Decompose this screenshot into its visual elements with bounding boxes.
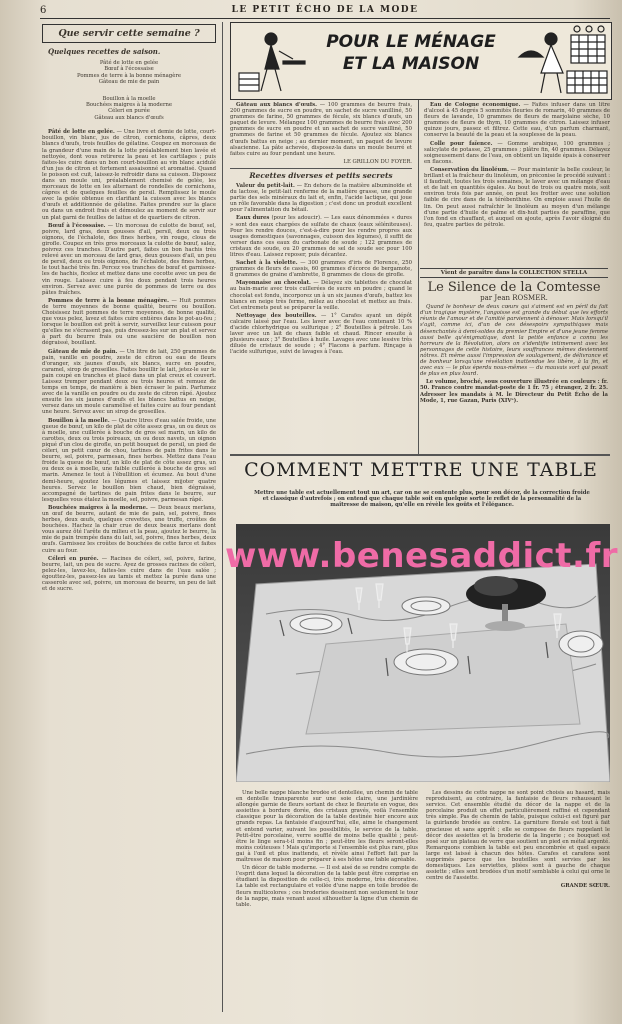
recipe bbox=[42, 298, 216, 347]
book-author: par Jean ROSMER. bbox=[480, 294, 548, 303]
tip-title: Conservation du linoléum. bbox=[430, 166, 509, 173]
menu-item: Bouillon à la moelle bbox=[102, 95, 156, 102]
menu-item: Gâteau de mie de pain bbox=[98, 79, 160, 86]
tip bbox=[424, 167, 610, 228]
recipe-text: — Deux beaux merlans, un œuf de beurre, autant de mie de pain, sel, poivre, fines herbes, deux œufs, quelques crevettes, une truffe, croûtes de bouchées. Hachez la chair crue de deux beaux merlans dont vous aurez ôté l'arête du milieu et la peau, ajoutez le beurre, la mie de pain trempée dans du lait, sel, poivre, fines herbes, deux œufs. Garnissez les croûtes de bouchées de cette farce et faites cuire au four. bbox=[42, 504, 216, 554]
tip-text: (pour les adoucir). — Les eaux dénommées « dures » sont des eaux chargées de sulfate de chaux (eaux séléniteuses). Pour les rendre douces, c'est-à-dire pour les rendre propres aux usages domestiques (savonnages, cuisson des légumes), il suffit de verser dans ces eaux du carbonate de soude ; 122 grammes de cristaux de soude, ou 20 grammes de sel de soude sec pour 100 litres d'eau. Laissez reposer, puis décantez. bbox=[230, 215, 412, 258]
article-paragraph: Une belle nappe blanche brodée et dentellée, un chemin de table en dentelle transparente sur une soie claire, une jardinière allongée garnie de fleurs sortant de chez le fleuriste en vogue, des assiettes à bordure dorée, des cristaux gravés, voilà l'ensemble classique pour la décoration de la table destinée hier encore aux grands repas. La fantaisie d'aujourd'hui, elle, aime le changement et entend varier, suivant les possibilités, le service de la table. Petit-être porcelaine, verre soufflé de moins belle qualité ; peut-être le linge sera-t-il moins fin ; peut-être les fleurs seront-elles moins coûteuses ! Mais qu'importe si l'ensemble est plus rare, plus gai à l'œil et plus inattendu, et révèle ainsi l'effort fait par la maîtresse de maison pour préparer à ses hôtes une table agréable. bbox=[236, 790, 418, 864]
recipe-text: — Un litre de lait, 250 grammes de pain, vanille en poudre, zeste de citron ou eau de fleurs d'oranger, six jaunes d'œufs, six blancs, sucre en poudre, caramel, sirop de groseilles. Faites bouillir le lait, jetez-le sur le pain coupé en tranches et placé dans un plat creux et couvert. Laissez tremper pendant deux ou trois heures et remuez de temps en temps, de manière à bien écraser le pain. Parfumez avec de la vanille en poudre ou du zeste de citron râpé. Ajoutez ensuite les six jaunes d'œufs et les blancs battus en neige, versez dans un moule caramélisé et faites cuire au four pendant une heure. Servez avec un sirop de groseilles. bbox=[42, 348, 216, 416]
recipe-text: — Huit pommes de terre moyennes de bonne qualité, beurre ou bouillon. Choisissez huit pommes de terre moyennes, de bonne qualité, que vous pelez, lavez et faites cuire entières dans le pot-au-feu ; lorsque le bouillon est prêt à servir, surveillez leur cuisson pour qu'elles ne s'écrasent pas, puis dressez-les sur un plat et servez à part du beurre frais ou une saucière de bouillon non dégraissé, bouillant. bbox=[42, 297, 216, 347]
tip-text: — 300 grammes d'iris de Florence, 250 grammes de fleurs de cassis, 60 grammes d'écorce de bergamote, 8 grammes de graine d'ambrette, 8 grammes de clous de girofle. bbox=[230, 260, 412, 279]
tip-title: Mayonnaise au chocolat. bbox=[236, 280, 311, 287]
tip-title: Sachet à la violette. bbox=[236, 260, 298, 267]
collection-banner: Vient de paraître dans la COLLECTION STELLA bbox=[420, 268, 608, 278]
tip-text: — 1° Carafes ayant un dépôt calcaire laissé par l'eau. Les laver avec de l'eau contenant 10 % d'acide chlorhydrique ou sulfurique ; 2° Bouteilles à pétrole. Les laver avec un lait de chaux faible et chaud. Rincer ensuite à plusieurs eaux ; 3° Bouteilles à huile. Lavages avec une lessive très diluée de cristaux de soude ; 4° Flacons à parfum. Rinçage à l'acide sulfurique, suivi de lavages à l'eau. bbox=[230, 312, 412, 356]
menu-item: Pâté de lotte en gelée bbox=[99, 60, 159, 66]
section-banner bbox=[230, 22, 612, 100]
recipe-title: Pâté de lotte en gelée. bbox=[48, 129, 115, 136]
article-intro: Mettre une table est actuellement tout un art, car on ne se contente plus, pour son décor, de la correction froide et classique d'autrefois ; on entend que chaque table soit en quelque sorte le reflet de la personnalité de la maîtresse de maison, qu'elle en révèle les goûts et l'élégance. bbox=[254, 490, 590, 508]
author-signature: LE GRILLON DU FOYER. bbox=[343, 158, 412, 165]
recipe-text: — Une livre et demie de lotte, court-bouillon, vin blanc, jus de citron, cornichons, câpres, deux blancs d'œufs, trois feuilles de gélatine. Coupez en morceaux de la grandeur d'une main de la lotte préalablement bien lavée et nettoyée, dont vous retirerez la peau et les cartilages ; puis faites-les cuire dans un bon court-bouillon au vin blanc acidulé d'un jus de citron et fortement assaisonné et aromatisé. Quand le poisson est cuit, laissez-le refroidir dans sa cuisson. Disposez dans un moule uni, préalablement chemisé de gelée, les morceaux de lotte en les alternant de rondelles de cornichons, câpres et de quelques feuilles de persil. Remplissez le moule avec la gelée obtenue en clarifiant la cuisson avec les blancs d'œufs et additionnée de gélatine. Faites prendre sur la glace ou dans un endroit frais et démoulez au moment de servir sur un plat garni de feuilles de laitue et de quartiers de citron. bbox=[42, 129, 216, 221]
book-description: Quand le bonheur de deux cœurs qui s'aiment est en péril du fait d'un tragique mystère, l'angoisse est grande du début que les efforts réunis de l'amour et de l'amitié parviennent à dénouer. Mais lorsqu'il s'agit, comme ici, d'un de ces désespoirs sympathiques mais désenchantés à demi-soldes du premier Empire et d'une jeune femme aussi belle qu'énigmatique, dont la petite enfance a connu les horreurs de la Révolution, alors on s'identifie intimement avec les personnages de cette histoire, leurs souffrances mêmes deviennent nôtres. Et même aussi l'impression de soulagement, de délivrance et de bonheur lorsqu'une révélation inattendue les libère, à la fin, et avec eux — le plus éperdu nous-mêmes — du mauvais sort qui pesait de plus en plus lourd. bbox=[420, 304, 608, 378]
tip bbox=[230, 313, 412, 356]
watermark-text: www.benesaddict.fr bbox=[224, 536, 619, 576]
woman-ironing-illustration bbox=[239, 33, 305, 91]
article-column-2 bbox=[426, 790, 610, 1014]
banner-title-line: ET LA MAISON bbox=[342, 54, 480, 74]
recipe-title: Bouchées maigres à la moderne. bbox=[48, 504, 148, 511]
left-column bbox=[42, 24, 216, 1014]
column-rule bbox=[418, 100, 419, 455]
article-paragraph: Un décor de table moderne. — Il est aisé de se rendre compte de l'esprit dans lequel la décoration de la table peut être comprise en étudiant la disposition de celle-ci, très moderne, très décorative. La table est rectangulaire et voilée d'une nappe en toile brodée de fleurs multicolores ; ces broderies dessinent non seulement le tour de la nappe, mais venant aussi silhouetter la ligne d'un chemin de table. bbox=[236, 865, 418, 908]
author-signature: GRANDE SŒUR. bbox=[560, 883, 610, 890]
menu-day-2 bbox=[42, 96, 216, 122]
recipe-text: — Un morceau de culotte de bœuf, sel, poivre, lard gras, deux gousses d'ail, persil, deux ou trois oignons, de l'échalote, des fines herbes, vin rouge, clous de girofle. Coupez en très gros morceaux la culotte de bœuf, salez, poivrez ces tranches. D'autre part, faites un bon hachis très relevé avec un morceau de lard gras, deux gousses d'ail, un peu de persil, deux ou trois oignons, de l'échalote, des fines herbes, le tout haché très fin. Percez vos tranches de bœuf et garnissez-les de hachis, ficelez et mettez dans une cocotte avec un peu de vin rouge. Laissez cuire à feu doux pendant trois heures environ. Servez avec une purée de pommes de terre ou des pâtes fraîches. bbox=[42, 222, 216, 296]
menu-item: Céleri en purée bbox=[108, 108, 150, 115]
page-number: 6 bbox=[40, 5, 47, 16]
tip bbox=[230, 215, 412, 258]
menu-subtitle: Quelques recettes de saison. bbox=[48, 47, 161, 56]
tip-text: — Gomme arabique, 100 grammes ; salicylate de potasse, 25 grammes ; plâtre fin, 40 grammes. Délayez soigneusement dans de l'eau, on obtient un liquide épais à conserver en flacons. bbox=[424, 140, 610, 165]
article-paragraph: Les dessins de cette nappe ne sont point choisis au hasard, mais reproduisent, au contraire, la fantaisie de fleurs rehaussant le service. Cet ensemble étudié du décor de la nappe et de la porcelaine produit un effet particulièrement raffiné et cependant très simple. Pas de chemin de table, puisque celui-ci est figuré par la guirlande brodée au centre. La garniture florale est tout à fait gracieuse et sans apprêt ; elle se compose de fleurs rappelant le décor des assiettes et la broderie de la lingerie ; ce bouquet est posé sur un plateau de verre que soutient un pied en métal argenté. Remarquons combien la table est peu encombrée et quel espace large est laissé à chacun des hôtes. Carafes et carafons sont supprimés parce que les bouteilles sont servies par les domestiques. Les serviettes, pliées sont à gauche de chaque assiette ; elles sont brodées d'un motif semblable à celui qui orne le centre de l'assiette. bbox=[426, 790, 610, 882]
recipe bbox=[42, 556, 216, 593]
recipe bbox=[42, 418, 216, 503]
recipe bbox=[230, 102, 412, 157]
menu-day-1 bbox=[42, 60, 216, 86]
tip-text: — Délayez six tablettes de chocolat au bain-marie avec trois cuillerées de sucre en poudre ; quand le chocolat est fondu, incorporez un à un six jaunes d'œufs, battez les blancs en neige très ferme, mêlez au chocolat et mettez au frais. Cet entremets peut se préparer la veille. bbox=[230, 280, 412, 311]
tip bbox=[424, 102, 610, 139]
book-advertisement bbox=[420, 268, 608, 453]
recipe-title: Pommes de terre à la bonne ménagère. bbox=[48, 297, 169, 304]
right-column bbox=[424, 102, 610, 262]
publication-title: LE PETIT ÉCHO DE LA MODE bbox=[231, 5, 419, 15]
tip-title: Eaux dures bbox=[236, 215, 270, 222]
recipe-title: Gâteau de mie de pain. bbox=[48, 348, 118, 355]
banner-title bbox=[311, 31, 511, 75]
tip-text: — Pour maintenir la belle couleur, le brillant et la fraîcheur du linoléum, on préconise le procédé suivant : il faudrait, toutes les trois semaines, le laver avec un mélange d'eau et de lait en quantités égales. Au bout de trois ou quatre mois, soit environ trois fois par année, on peut les frotter avec une solution faible de cire dans de la térébenthine. On emploie aussi l'huile de lin. On peut aussi rafraîchir le linoléum au moyen d'un mélange d'une partie d'huile de palme et dix-huit parties de paraffine, que l'on fond en chauffant, et auquel on ajoute, après l'avoir éloigné du feu, quatre parties de pétrole. bbox=[424, 166, 610, 228]
recipe-title: Bœuf à l'écossaise. bbox=[48, 222, 106, 229]
recipe bbox=[42, 349, 216, 416]
menu-item: Pommes de terre à la bonne ménagère bbox=[77, 72, 181, 79]
recipe-title: Bouillon à la moelle. bbox=[48, 417, 110, 424]
tip-text: — Faites infuser dans un litre d'alcool à 45 degrés 5 sommités fleuries de romarin, 40 grammes de fleurs de lavande, 10 grammes de fleurs de marjolaine sèche, 10 grammes de fleurs de thym, 10 grammes de citron. Laissez infuser quinze jours, passez et filtrez. Cette eau, d'un parfum charmant, conserve la beauté de la peau et la souplesse de la peau. bbox=[424, 102, 610, 139]
column-rule bbox=[222, 22, 223, 1012]
menu-item: Bouchées maigres à la moderne bbox=[85, 102, 173, 109]
section-heading: Recettes diverses et petits secrets bbox=[249, 170, 393, 180]
recipe bbox=[42, 223, 216, 296]
tip bbox=[230, 280, 412, 310]
tip-title: Valeur du petit-lait. bbox=[236, 182, 295, 189]
recipe bbox=[42, 505, 216, 554]
recipe bbox=[42, 129, 216, 220]
tip-title: Nettoyage des bouteilles. bbox=[236, 312, 317, 319]
tip-text: — En dehors de la matière albuminoïde et du lactose, le petit-lait renferme de la matière grasse, une grande partie des sels minéraux du lait et, enfin, l'acide lactique, qui joue un rôle favorable dans la digestion ; c'est donc un produit excellent pour l'alimentation du bétail. bbox=[230, 182, 412, 214]
recipe-text: — 100 grammes de beurre frais, 200 grammes de sucre en poudre, un sachet de sucre vanilliné, 50 grammes de farine, 50 grammes de fécule, six blancs d'œufs, un paquet de levure. Mélangez 100 grammes de beurre frais avec 200 grammes de sucre en poudre et un sachet de sucre vanilliné, 50 grammes de farine et 50 grammes de fécule. Ajoutez six blancs d'œufs battus en neige ; au dernier moment, un paquet de levure alsacienne. La pâte achevée, disposez-la dans un moule beurré et faites cuire au four pendant une heure. bbox=[230, 102, 412, 157]
book-price: Le volume, broché, sous couverture illustrée en couleurs : fr. 50. Franco contre mandat-poste de 1 fr. 75 ; étranger, 2 fr. 25. Adresser les mandats à M. le Directeur du Petit Écho de la Mode, 1, rue Gazan, Paris (XIVᵉ). bbox=[420, 379, 608, 404]
tip-title: Eau de Cologne économique. bbox=[430, 102, 521, 108]
book-title: Le Silence de la Comtesse bbox=[427, 280, 601, 296]
article-column-1 bbox=[236, 790, 418, 1014]
tip bbox=[230, 183, 412, 213]
section-divider bbox=[230, 454, 610, 456]
menu-item: Gâteau aux blancs d'œufs bbox=[94, 114, 164, 121]
tip-title: Colle pour faïence. bbox=[430, 140, 493, 147]
recipe-title: Céleri en purée. bbox=[48, 555, 99, 562]
article-title: COMMENT METTRE UNE TABLE bbox=[244, 459, 598, 481]
recipe-text: — Quatre litres d'eau salée froide, une queue de bœuf, un kilo de plat de côte assez gras, un ou deux os à moelle, une cuillerée à bouche de gros sel marin, un kilo de carottes, deux ou trois poireaux, un ou deux navets, un oignon piqué d'un clou de girofle, un petit bouquet de persil, un pied de céleri, un petit cœur de chou, tartines de pain frites dans le beurre, sel, poivre, parmesan, fines herbes. Mettez dans l'eau froide la queue de bœuf, un kilo de plat de côte assez gras, un ou deux os à moelle, une faible cuillerée à bouche de gros sel marin. Amenez le tout à l'ébullition et écumez. Au bout d'une demi-heure, ajoutez les légumes et laissez mijoter quatre heures. Servez le bouillon bien chaud, bien dégraissé, accompagné de tartines de pain frites dans le beurre, sur lesquelles vous étalez la moelle, sel, poivre, parmesan râpé. bbox=[42, 417, 216, 503]
tip bbox=[230, 260, 412, 278]
recipe-title: Gâteau aux blancs d'œufs. bbox=[236, 102, 318, 108]
tip bbox=[424, 141, 610, 165]
menu-item: Bœuf à l'écossaise bbox=[104, 66, 154, 73]
page-header bbox=[40, 4, 610, 19]
woman-serving-illustration bbox=[519, 26, 607, 93]
recipe-text: — Racines de céleri, sel, poivre, farine, beurre, lait, un peu de sucre. Ayez de grosses racines de céleri, pelez-les, lavez-les, faites-les cuire dans de l'eau salée ; égouttez-les, passez-les au tamis et mettez la purée dans une casserole avec sel, poivre, un morceau de beurre, un peu de lait et de sucre. bbox=[42, 555, 216, 593]
middle-column bbox=[230, 102, 412, 452]
banner-title-line: POUR LE MÉNAGE bbox=[326, 32, 496, 52]
menu-box-title: Que servir cette semaine ? bbox=[42, 24, 216, 43]
